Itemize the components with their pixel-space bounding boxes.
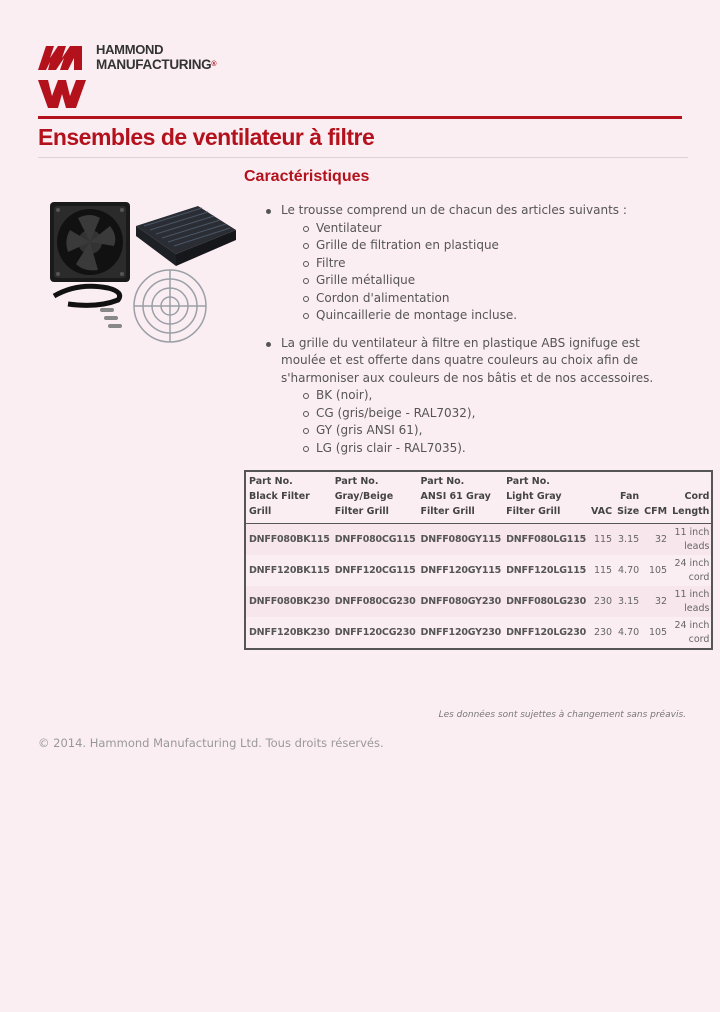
header-lightgray: Part No. Light Gray Filter Grill (503, 471, 588, 524)
color-options-list (281, 387, 684, 457)
list-item (244, 335, 684, 458)
list-item (244, 202, 684, 325)
brand-name-line2: MANUFACTURING (96, 57, 212, 72)
hammond-logo (38, 42, 228, 112)
vac-value: 230 (593, 627, 613, 638)
list-item: Filtre (281, 255, 684, 273)
part-number: DNFF080GY115 (418, 524, 504, 556)
part-number: DNFF120GY230 (420, 627, 502, 638)
fan-size-value: 3.15 (614, 524, 641, 556)
header-cfm: CFM (641, 471, 669, 524)
list-item: Cordon d'alimentation (281, 290, 684, 308)
list-item: Quincaillerie de montage incluse. (281, 307, 684, 325)
page-title: Ensembles de ventilateur à filtre (38, 124, 375, 150)
cfm-value: 32 (641, 586, 669, 617)
part-number: DNFF120BK230 (249, 627, 330, 638)
kit-contents-list (281, 220, 684, 325)
vac-value: 115 (593, 565, 613, 576)
table-header-row (245, 471, 712, 524)
header-graybeige: Part No. Gray/Beige Filter Grill (332, 471, 418, 524)
registered-mark: ® (211, 61, 217, 68)
brand-name (96, 42, 216, 72)
part-number: DNFF080BK115 (245, 524, 332, 556)
header-vac: VAC (588, 471, 614, 524)
list-item: LG (gris clair - RAL7035). (281, 440, 684, 458)
hammond-logo-icon (38, 42, 88, 112)
part-number: DNFF080LG230 (503, 586, 588, 617)
filter-fan-kit-image (48, 196, 238, 346)
fan-size-value: 3.15 (614, 586, 641, 617)
header-fan-size: Fan Size (614, 471, 641, 524)
feature-text: Le trousse comprend un de chacun des articles suivants : (281, 203, 627, 217)
copyright-text: © 2014. Hammond Manufacturing Ltd. Tous droits réservés. (38, 736, 384, 750)
table-row (245, 586, 712, 617)
header-ansi61: Part No. ANSI 61 Gray Filter Grill (418, 471, 504, 524)
part-number: DNFF120LG115 (506, 565, 587, 576)
part-number: DNFF080CG230 (332, 586, 418, 617)
cord-length-value: 24 inch cord (674, 557, 710, 583)
part-number: DNFF080GY230 (418, 586, 504, 617)
vac-value: 115 (588, 524, 614, 556)
parts-table (244, 470, 713, 650)
section-title: Caractéristiques (244, 168, 370, 185)
header-cord-length: Cord Length (669, 471, 712, 524)
part-number: DNFF120BK115 (249, 565, 330, 576)
list-item: Grille de filtration en plastique (281, 237, 684, 255)
title-rule (38, 116, 682, 119)
cord-length-value: 24 inch cord (674, 619, 710, 645)
list-item: Ventilateur (281, 220, 684, 238)
cfm-value: 105 (648, 627, 668, 638)
cord-length-value: 11 inch leads (669, 524, 712, 556)
fan-size-value: 4.70 (618, 565, 640, 576)
part-number: DNFF080LG115 (503, 524, 588, 556)
feature-text: La grille du ventilateur à filtre en plastique ABS ignifuge est moulée et est offerte dans quatre couleurs au choix afin de s'harmoniser aux couleurs de nos bâtis et de nos accessoires. (281, 335, 654, 385)
features-list (244, 202, 684, 457)
list-item: Grille métallique (281, 272, 684, 290)
cfm-value: 105 (648, 565, 668, 576)
table-row (245, 555, 712, 586)
list-item: BK (noir), (281, 387, 684, 405)
table-row (245, 524, 712, 556)
cfm-value: 32 (641, 524, 669, 556)
part-number: DNFF120CG115 (334, 565, 416, 576)
list-item: GY (gris ANSI 61), (281, 422, 684, 440)
fan-size-value: 4.70 (618, 627, 640, 638)
list-item: CG (gris/beige - RAL7032), (281, 405, 684, 423)
part-number: DNFF120LG230 (506, 627, 587, 638)
header-black: Part No. Black Filter Grill (245, 471, 332, 524)
cord-length-value: 11 inch leads (669, 586, 712, 617)
disclaimer-note: Les données sont sujettes à changement sans préavis. (438, 710, 686, 720)
table-row (245, 617, 712, 649)
part-number: DNFF080BK230 (245, 586, 332, 617)
title-divider (38, 157, 688, 158)
part-number: DNFF120CG230 (334, 627, 416, 638)
vac-value: 230 (588, 586, 614, 617)
brand-name-line1: HAMMOND (96, 42, 164, 57)
part-number: DNFF120GY115 (420, 565, 502, 576)
part-number: DNFF080CG115 (332, 524, 418, 556)
